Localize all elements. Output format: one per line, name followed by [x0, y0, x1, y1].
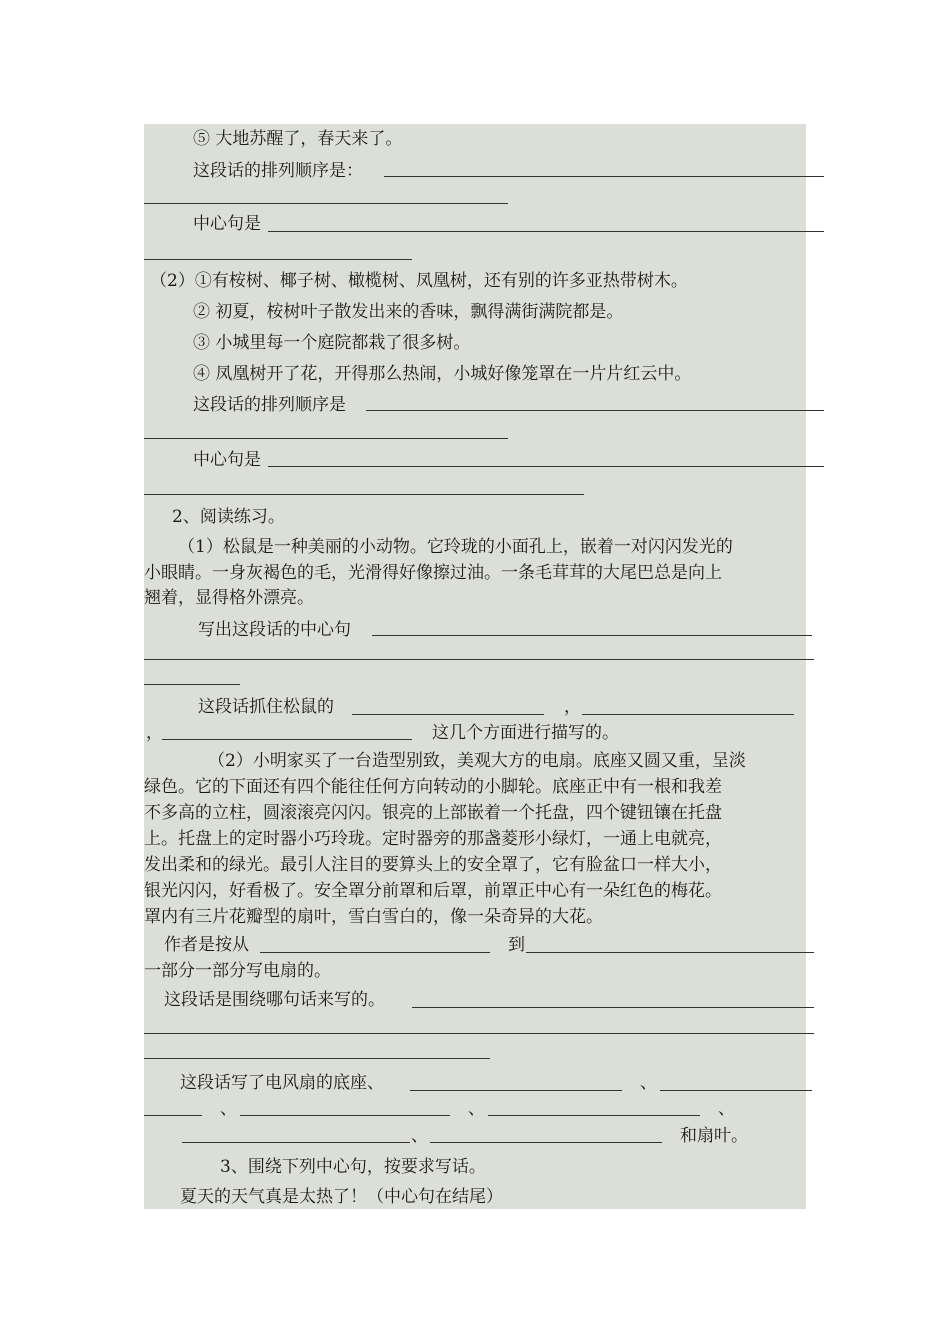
q3-title: 3、围绕下列中心句，按要求写话。: [220, 1157, 486, 1177]
comma: ，: [146, 723, 163, 743]
q3-prompt: 夏天的天气真是太热了！（中心句在结尾）: [180, 1187, 503, 1207]
q1b-center-answer-line-2[interactable]: [144, 494, 584, 495]
order-answer-line-2[interactable]: [144, 203, 508, 204]
fan-order-blank-from[interactable]: [260, 952, 490, 953]
q1b-sentence-1: （2）①有桉树、椰子树、橄榄树、凤凰树，还有别的许多亚热带树木。: [150, 271, 688, 291]
fan-line-7: 罩内有三片花瓣型的扇叶，雪白雪白的，像一朵奇异的大花。: [144, 907, 603, 927]
squirrel-center-answer-line[interactable]: [372, 635, 812, 636]
q1b-order-label: 这段话的排列顺序是: [193, 395, 346, 415]
fan-around-answer-line[interactable]: [412, 1007, 814, 1008]
separator: 、: [468, 1099, 485, 1119]
fan-part-blank-4[interactable]: [488, 1115, 700, 1116]
squirrel-line-3: 翘着，显得格外漂亮。: [144, 588, 314, 608]
aspect-blank-2[interactable]: [582, 714, 794, 715]
fan-line-4: 上。托盘上的定时器小巧玲珑。定时器旁的那盏菱形小绿灯，一通上电就亮，: [144, 829, 722, 849]
fan-around-answer-line-2[interactable]: [144, 1033, 814, 1034]
q1b-order-answer-line[interactable]: [366, 410, 824, 411]
fan-order-question: 作者是按从: [164, 935, 249, 955]
q1b-sentence-4: ④ 凤凰树开了花，开得那么热闹，小城好像笼罩在一片片红云中。: [193, 364, 692, 384]
center-answer-line-2[interactable]: [144, 259, 412, 260]
separator: 、: [640, 1073, 657, 1093]
squirrel-aspects-end: 这几个方面进行描写的。: [432, 723, 619, 743]
fan-part-blank-6[interactable]: [430, 1142, 662, 1143]
fan-parts-end: 和扇叶。: [680, 1126, 748, 1146]
q1b-center-answer-line[interactable]: [268, 466, 824, 467]
q2-title: 2、阅读练习。: [172, 507, 285, 527]
squirrel-line-1: （1）松鼠是一种美丽的小动物。它玲珑的小面孔上，嵌着一对闪闪发光的: [178, 537, 733, 557]
aspect-blank-3[interactable]: [162, 739, 412, 740]
fan-order-to: 到: [508, 935, 525, 955]
order-label: 这段话的排列顺序是：: [193, 161, 363, 181]
q1b-sentence-3: ③ 小城里每一个庭院都栽了很多树。: [193, 333, 471, 353]
fan-part-blank-5[interactable]: [182, 1142, 410, 1143]
squirrel-center-answer-line-2[interactable]: [144, 659, 814, 660]
comma: ，: [564, 697, 581, 717]
fan-around-answer-line-3[interactable]: [144, 1058, 490, 1059]
squirrel-center-answer-line-3[interactable]: [144, 684, 240, 685]
sentence-5: ⑤ 大地苏醒了，春天来了。: [193, 129, 403, 149]
center-label: 中心句是: [193, 214, 261, 234]
fan-order-end: 一部分一部分写电扇的。: [144, 961, 331, 981]
separator: 、: [718, 1099, 735, 1119]
fan-order-blank-to[interactable]: [526, 952, 814, 953]
separator: 、: [220, 1099, 237, 1119]
fan-part-blank-1[interactable]: [410, 1090, 622, 1091]
order-answer-line[interactable]: [384, 176, 824, 177]
fan-part-blank-2[interactable]: [660, 1090, 812, 1091]
squirrel-line-2: 小眼睛。一身灰褐色的毛，光滑得好像擦过油。一条毛茸茸的大尾巴总是向上: [144, 563, 722, 583]
fan-line-6: 银光闪闪，好看极了。安全罩分前罩和后罩，前罩正中心有一朵红色的梅花。: [144, 881, 722, 901]
fan-line-1: （2）小明家买了一台造型别致，美观大方的电扇。底座又圆又重，呈淡: [208, 751, 746, 771]
center-answer-line[interactable]: [268, 231, 824, 232]
fan-part-blank-2-cont[interactable]: [144, 1115, 202, 1116]
fan-line-2: 绿色。它的下面还有四个能往任何方向转动的小脚轮。底座正中有一根和我差: [144, 777, 722, 797]
fan-line-3: 不多高的立柱，圆滚滚亮闪闪。银亮的上部嵌着一个托盘，四个键钮镶在托盘: [144, 803, 722, 823]
separator: 、: [411, 1126, 428, 1146]
aspect-blank-1[interactable]: [352, 714, 544, 715]
fan-line-5: 发出柔和的绿光。最引人注目的要算头上的安全罩了，它有脸盆口一样大小，: [144, 855, 722, 875]
fan-part-blank-3[interactable]: [240, 1115, 450, 1116]
q1b-order-answer-line-2[interactable]: [144, 438, 508, 439]
fan-around-question: 这段话是围绕哪句话来写的。: [164, 990, 385, 1010]
fan-parts-question: 这段话写了电风扇的底座、: [180, 1073, 384, 1093]
squirrel-center-question: 写出这段话的中心句: [198, 620, 351, 640]
q1b-center-label: 中心句是: [193, 450, 261, 470]
q1b-sentence-2: ② 初夏，桉树叶子散发出来的香味，飘得满街满院都是。: [193, 302, 624, 322]
squirrel-aspects-question: 这段话抓住松鼠的: [198, 697, 334, 717]
